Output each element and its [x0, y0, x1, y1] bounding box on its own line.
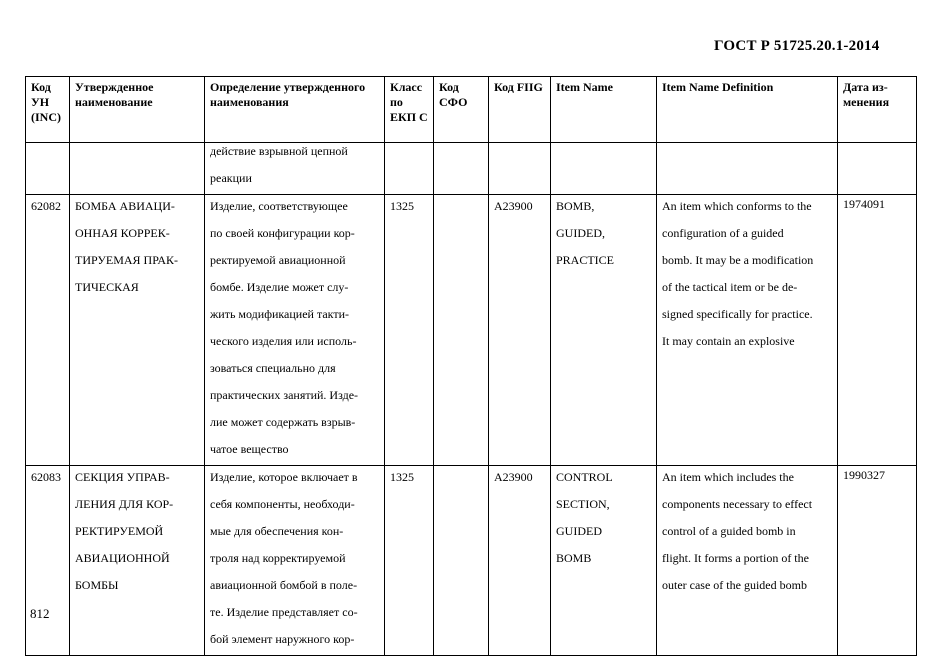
definition-line: зоваться специально для	[210, 361, 336, 375]
cell-item-name	[551, 466, 657, 656]
cell-item-name	[551, 143, 657, 195]
item-name-line: SECTION,	[556, 497, 610, 511]
cell-item-name	[551, 195, 657, 466]
table-row-continuation	[26, 143, 917, 195]
cell-sfo	[434, 466, 489, 656]
definition-line: бой элемент наружного кор-	[210, 632, 355, 646]
item-definition-line: flight. It forms a portion of the	[662, 551, 809, 565]
definition-line: ректируемой авиационной	[210, 253, 346, 267]
item-definition-line: of the tactical item or be de-	[662, 280, 798, 294]
column-header-fiig: Код FIIG	[489, 77, 551, 143]
definition-line: троля над корректируемой	[210, 551, 346, 565]
table-header-row	[26, 77, 917, 143]
cell-change-date	[838, 195, 917, 466]
inc-code: 62082	[31, 199, 61, 213]
column-header-inc: Код УН (INC)	[26, 77, 70, 143]
definition-line: лие может содержать взрыв-	[210, 415, 356, 429]
item-definition-line: It may contain an explosive	[662, 334, 795, 348]
definition-line: Изделие, соответствующее	[210, 199, 348, 213]
sfo-code	[434, 195, 488, 222]
document-code: ГОСТ Р 51725.20.1-2014	[714, 38, 880, 54]
cell-definition	[205, 143, 385, 195]
item-definition-line: An item which includes the	[662, 470, 794, 484]
cell-item-name-definition	[657, 195, 838, 466]
definition-line: Изделие, которое включает в	[210, 470, 358, 484]
item-name-line: GUIDED,	[556, 226, 605, 240]
definition-line: себя компоненты, необходи-	[210, 497, 355, 511]
fiig-code: A23900	[494, 470, 533, 484]
name-line: АВИАЦИОННОЙ	[75, 551, 170, 565]
name-line: ТИЧЕСКАЯ	[75, 280, 139, 294]
name-line: БОМБЫ	[75, 578, 119, 592]
cell-change-date	[838, 466, 917, 656]
cell-approved-name	[70, 195, 205, 466]
column-header-class: Класс по ЕКП С	[385, 77, 434, 143]
item-definition-line: signed specifically for practice.	[662, 307, 813, 321]
item-name-line: GUIDED	[556, 524, 602, 538]
definition-line: действие взрывной цепной	[210, 144, 348, 158]
item-name-line: BOMB,	[556, 199, 595, 213]
definition-line: авиационной бомбой в поле-	[210, 578, 358, 592]
item-name-line: CONTROL	[556, 470, 613, 484]
name-line: СЕКЦИЯ УПРАВ-	[75, 470, 170, 484]
class-code: 1325	[390, 199, 414, 213]
definition-line: жить модификацией такти-	[210, 307, 350, 321]
classification-table	[25, 76, 917, 656]
cell-fiig	[489, 466, 551, 656]
definition-line: чатое вещество	[210, 442, 289, 456]
cell-inc	[26, 143, 70, 195]
cell-class	[385, 195, 434, 466]
inc-code: 62083	[31, 470, 61, 484]
definition-line: реакции	[210, 171, 252, 185]
item-definition-line: outer case of the guided bomb	[662, 578, 807, 592]
class-code: 1325	[390, 470, 414, 484]
name-line: ТИРУЕМАЯ ПРАК-	[75, 253, 179, 267]
cell-class	[385, 466, 434, 656]
cell-inc	[26, 195, 70, 466]
cell-inc	[26, 466, 70, 656]
name-line: ЛЕНИЯ ДЛЯ КОР-	[75, 497, 174, 511]
item-definition-line: components necessary to effect	[662, 497, 813, 511]
column-header-approved-name: Утвержденное наименование	[70, 77, 205, 143]
item-definition-line: bomb. It may be a modification	[662, 253, 814, 267]
cell-item-name-definition	[657, 143, 838, 195]
cell-fiig	[489, 143, 551, 195]
cell-definition	[205, 466, 385, 656]
sfo-code	[434, 466, 488, 493]
definition-line: практических занятий. Изде-	[210, 388, 359, 402]
item-definition-line: configuration of a guided	[662, 226, 784, 240]
cell-approved-name	[70, 466, 205, 656]
column-header-item-name: Item Name	[551, 77, 657, 143]
name-line: ОННАЯ КОРРЕК-	[75, 226, 170, 240]
name-line: БОМБА АВИАЦИ-	[75, 199, 175, 213]
cell-class	[385, 143, 434, 195]
table-row	[26, 195, 917, 466]
cell-item-name-definition	[657, 466, 838, 656]
cell-sfo	[434, 195, 489, 466]
column-header-sfo: Код СФО	[434, 77, 489, 143]
column-header-definition: Определение утвержденного наименования	[205, 77, 385, 143]
change-date: 1974091	[843, 197, 885, 211]
change-date: 1990327	[843, 468, 885, 482]
cell-definition	[205, 195, 385, 466]
page-number: 812	[30, 606, 50, 621]
item-definition-line: An item which conforms to the	[662, 199, 812, 213]
fiig-code: A23900	[494, 199, 533, 213]
definition-line: бомбе. Изделие может слу-	[210, 280, 349, 294]
definition-line: те. Изделие представляет со-	[210, 605, 358, 619]
cell-change-date	[838, 143, 917, 195]
item-name-line: BOMB	[556, 551, 592, 565]
table-row	[26, 466, 917, 656]
name-line: РЕКТИРУЕМОЙ	[75, 524, 164, 538]
item-name-line: PRACTICE	[556, 253, 615, 267]
column-header-item-name-definition: Item Name Definition	[657, 77, 838, 143]
cell-approved-name	[70, 143, 205, 195]
item-definition-line: control of a guided bomb in	[662, 524, 796, 538]
definition-line: мые для обеспечения кон-	[210, 524, 344, 538]
cell-sfo	[434, 143, 489, 195]
definition-line: ческого изделия или исполь-	[210, 334, 357, 348]
column-header-change-date: Дата из- менения	[838, 77, 917, 143]
definition-line: по своей конфигурации кор-	[210, 226, 355, 240]
cell-fiig	[489, 195, 551, 466]
